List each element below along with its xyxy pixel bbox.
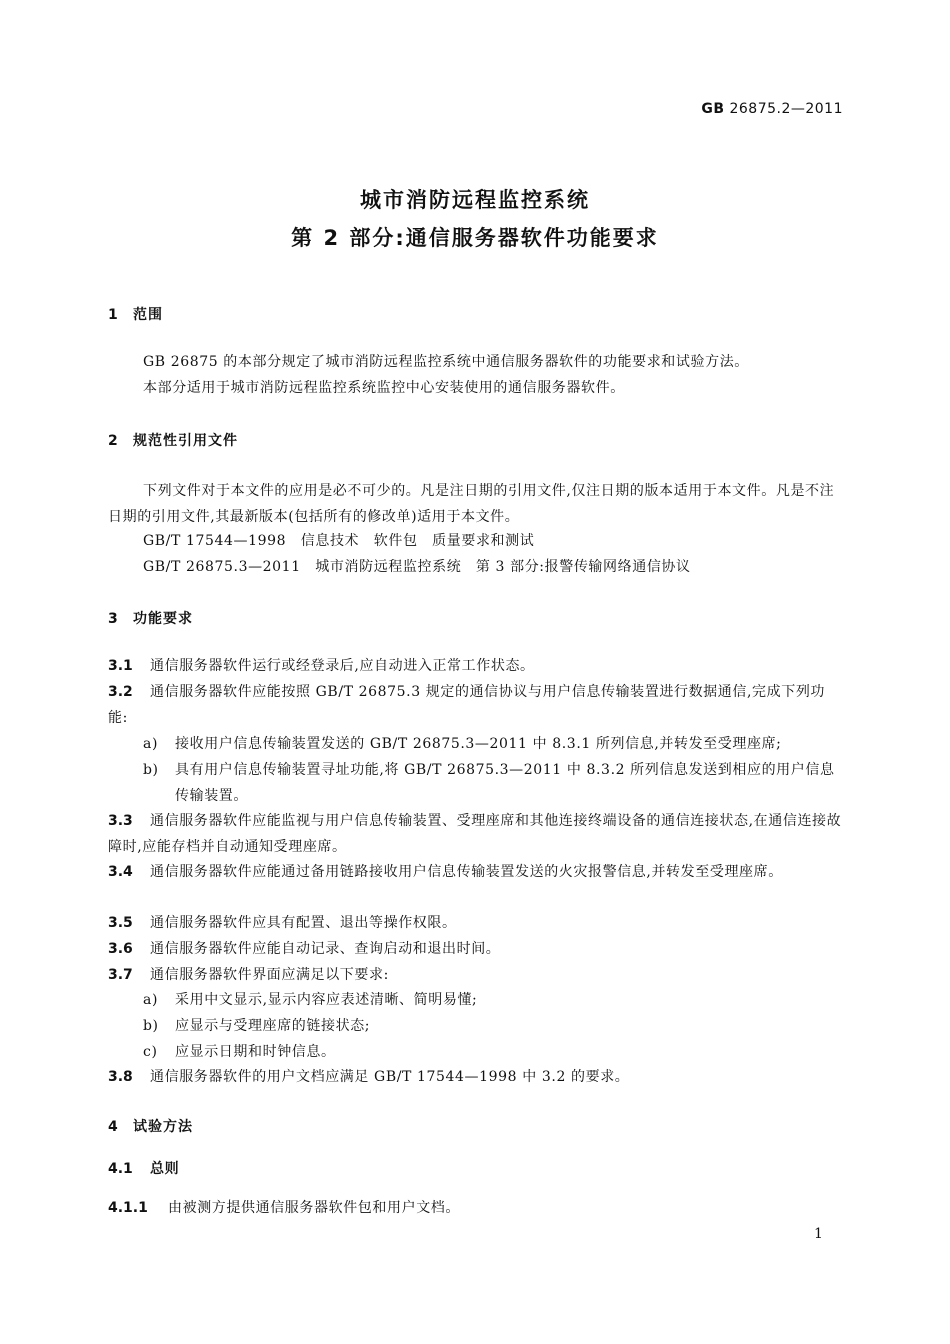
- clause-3-2: 3.2 通信服务器软件应能按照 GB/T 26875.3 规定的通信协议与用户信息传输装置进行数据通信,完成下列功能:: [108, 684, 826, 726]
- clause-3-4: 3.4 通信服务器软件应能通过备用链路接收用户信息传输装置发送的火灾报警信息,并转发至受理座席。: [108, 864, 783, 880]
- list-item: a) 采用中文显示,显示内容应表述清晰、简明易懂;: [143, 992, 478, 1008]
- clause-3-6: 3.6 通信服务器软件应能自动记录、查询启动和退出时间。: [108, 941, 501, 957]
- subsection-4-1: 4.1 总则: [108, 1161, 180, 1177]
- clause-3-3: 3.3 通信服务器软件应能监视与用户信息传输装置、受理座席和其他连接终端设备的通信连接状态,在通信连接故障时,应能存档并自动通知受理座席。: [108, 813, 842, 855]
- list-item: a) 接收用户信息传输装置发送的 GB/T 26875.3—2011 中 8.3.1 所列信息,并转发至受理座席;: [143, 736, 782, 752]
- clause-3-7: 3.7 通信服务器软件界面应满足以下要求:: [108, 967, 389, 983]
- paragraph: GB 26875 的本部分规定了城市消防远程监控系统中通信服务器软件的功能要求和试验方法。: [143, 354, 749, 370]
- clause-4-1-1: 4.1.1 由被测方提供通信服务器软件包和用户文档。: [108, 1200, 460, 1216]
- clause-3-8: 3.8 通信服务器软件的用户文档应满足 GB/T 17544—1998 中 3.2 的要求。: [108, 1069, 630, 1085]
- standard-code: GB 26875.2—2011: [701, 101, 843, 117]
- section-heading-3: 3 功能要求: [108, 611, 193, 627]
- clause-3-5: 3.5 通信服务器软件应具有配置、退出等操作权限。: [108, 915, 457, 931]
- reference-item: GB/T 26875.3—2011 城市消防远程监控系统 第 3 部分:报警传输网络通信协议: [143, 559, 691, 575]
- paragraph: 本部分适用于城市消防远程监控系统监控中心安装使用的通信服务器软件。: [143, 380, 625, 396]
- clause-3-1: 3.1 通信服务器软件运行或经登录后,应自动进入正常工作状态。: [108, 658, 535, 674]
- list-item: c) 应显示日期和时钟信息。: [143, 1044, 336, 1060]
- reference-item: GB/T 17544—1998 信息技术 软件包 质量要求和测试: [143, 533, 535, 549]
- list-item: b) 应显示与受理座席的链接状态;: [143, 1018, 371, 1034]
- list-item: b) 具有用户信息传输装置寻址功能,将 GB/T 26875.3—2011 中 8.3.2 所列信息发送到相应的用户信息传输装置。: [143, 762, 835, 804]
- section-heading-1: 1 范围: [108, 307, 163, 323]
- doc-title-line2: 第 2 部分:通信服务器软件功能要求: [291, 226, 659, 250]
- page-number: 1: [814, 1226, 823, 1242]
- paragraph: 下列文件对于本文件的应用是必不可少的。凡是注日期的引用文件,仅注日期的版本适用于本文件。凡是不注日期的引用文件,其最新版本(包括所有的修改单)适用于本文件。: [108, 483, 835, 525]
- section-heading-2: 2 规范性引用文件: [108, 433, 238, 449]
- section-heading-4: 4 试验方法: [108, 1119, 193, 1135]
- doc-title-line1: 城市消防远程监控系统: [360, 188, 590, 212]
